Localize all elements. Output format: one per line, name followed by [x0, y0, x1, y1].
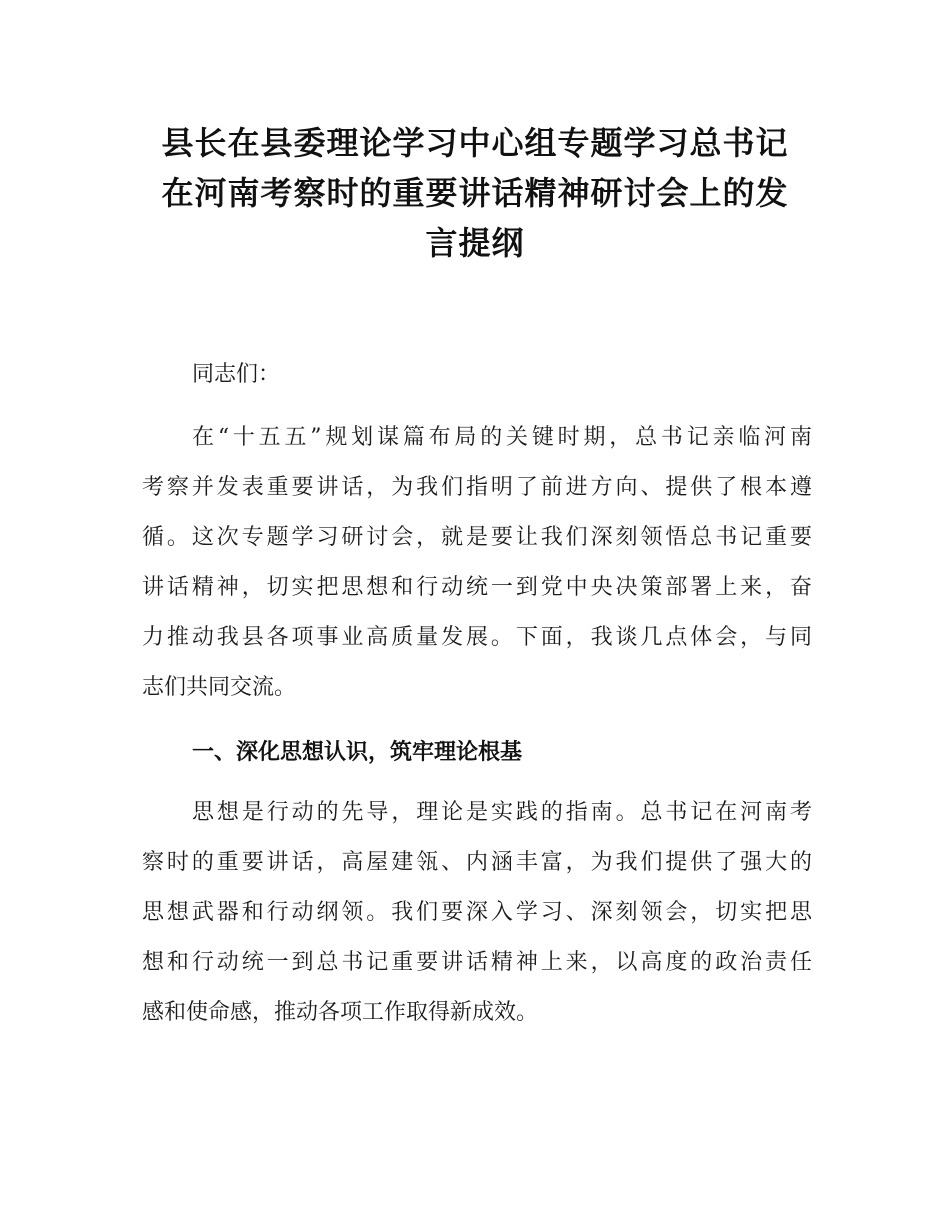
paragraph-line: 志们共同交流。: [142, 675, 297, 700]
paragraph-line: 循。这次专题学习研讨会，就是要让我们深刻领悟总书记重要: [142, 525, 812, 550]
title-line-1: 县长在县委理论学习中心组专题学习总书记: [161, 124, 789, 162]
salutation: 同志们：: [192, 362, 281, 387]
paragraph-line: 感和使命感，推动各项工作取得新成效。: [142, 1000, 539, 1025]
paragraph-line: 在“十五五”规划谋篇布局的关键时期，总书记亲临河南: [192, 425, 812, 450]
paragraph-line: 力推动我县各项事业高质量发展。下面，我谈几点体会，与同: [142, 625, 812, 650]
paragraph-line: 思想武器和行动纲领。我们要深入学习、深刻领会，切实把思: [142, 900, 812, 925]
document-title: [140, 118, 810, 268]
paragraph-line: 思想是行动的先导，理论是实践的指南。总书记在河南考: [192, 800, 812, 825]
paragraph-line: 察时的重要讲话，高屋建瓴、内涵丰富，为我们提供了强大的: [142, 850, 812, 875]
title-line-3: 言提纲: [425, 224, 525, 262]
paragraph-line: 想和行动统一到总书记重要讲话精神上来，以高度的政治责任: [142, 950, 812, 975]
paragraph-intro: [142, 413, 812, 713]
title-line-2: 在河南考察时的重要讲话精神研讨会上的发: [161, 174, 789, 212]
paragraph-line: 考察并发表重要讲话，为我们指明了前进方向、提供了根本遵: [142, 475, 812, 500]
section-heading-1: 一、深化思想认识，筑牢理论根基: [192, 740, 523, 765]
paragraph-line: 讲话精神，切实把思想和行动统一到党中央决策部署上来，奋: [142, 575, 812, 600]
paragraph-section1: [142, 788, 812, 1038]
